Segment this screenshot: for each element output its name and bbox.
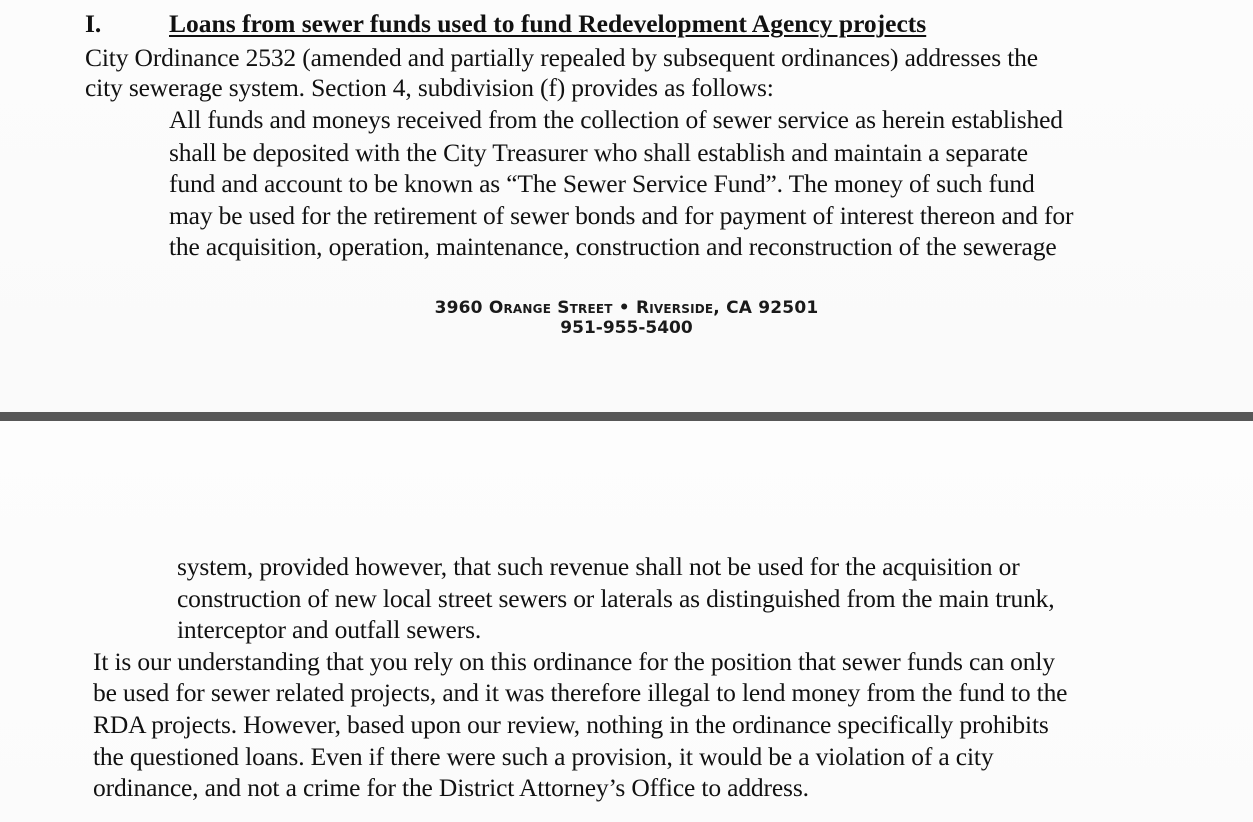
intro-line: City Ordinance 2532 (amended and partially repealed by subsequent ordinances) addresses the	[85, 43, 1038, 72]
quote-line: fund and account to be known as “The Sewer Service Fund”. The money of such fund	[169, 169, 1035, 198]
letterhead-footer-phone: 951-955-5400	[560, 318, 693, 338]
section-title: Loans from sewer funds used to fund Redevelopment Agency projects	[169, 9, 927, 38]
page-separator	[0, 412, 1253, 421]
body-line: RDA projects. However, based upon our review, nothing in the ordinance specifically prohibits	[93, 710, 1049, 739]
quote-line: All funds and moneys received from the collection of sewer service as herein established	[169, 105, 1063, 134]
body-line: It is our understanding that you rely on this ordinance for the position that sewer funds can only	[93, 647, 1055, 676]
quote-line: the acquisition, operation, maintenance, construction and reconstruction of the sewerage	[169, 232, 1057, 261]
body-line: the questioned loans. Even if there were such a provision, it would be a violation of a city	[93, 742, 994, 771]
intro-line: city sewerage system. Section 4, subdivision (f) provides as follows:	[85, 73, 774, 102]
body-line: ordinance, and not a crime for the District Attorney’s Office to address.	[93, 773, 809, 802]
footer-address-text: 3960 Orange Street • Riverside, CA 92501	[434, 298, 819, 318]
quote-line: may be used for the retirement of sewer bonds and for payment of interest thereon and for	[169, 201, 1074, 230]
section-heading	[85, 8, 926, 39]
body-line: be used for sewer related projects, and it was therefore illegal to lend money from the fund to the	[93, 678, 1068, 707]
letterhead-footer-address	[0, 298, 1253, 318]
quote-line: construction of new local street sewers or laterals as distinguished from the main trunk,	[177, 584, 1055, 613]
quote-line: interceptor and outfall sewers.	[177, 615, 482, 644]
quote-line: shall be deposited with the City Treasurer who shall establish and maintain a separate	[169, 138, 1028, 167]
section-number: I.	[85, 9, 102, 38]
document-page-bottom	[0, 421, 1253, 822]
quote-line: system, provided however, that such revenue shall not be used for the acquisition or	[177, 552, 1020, 581]
